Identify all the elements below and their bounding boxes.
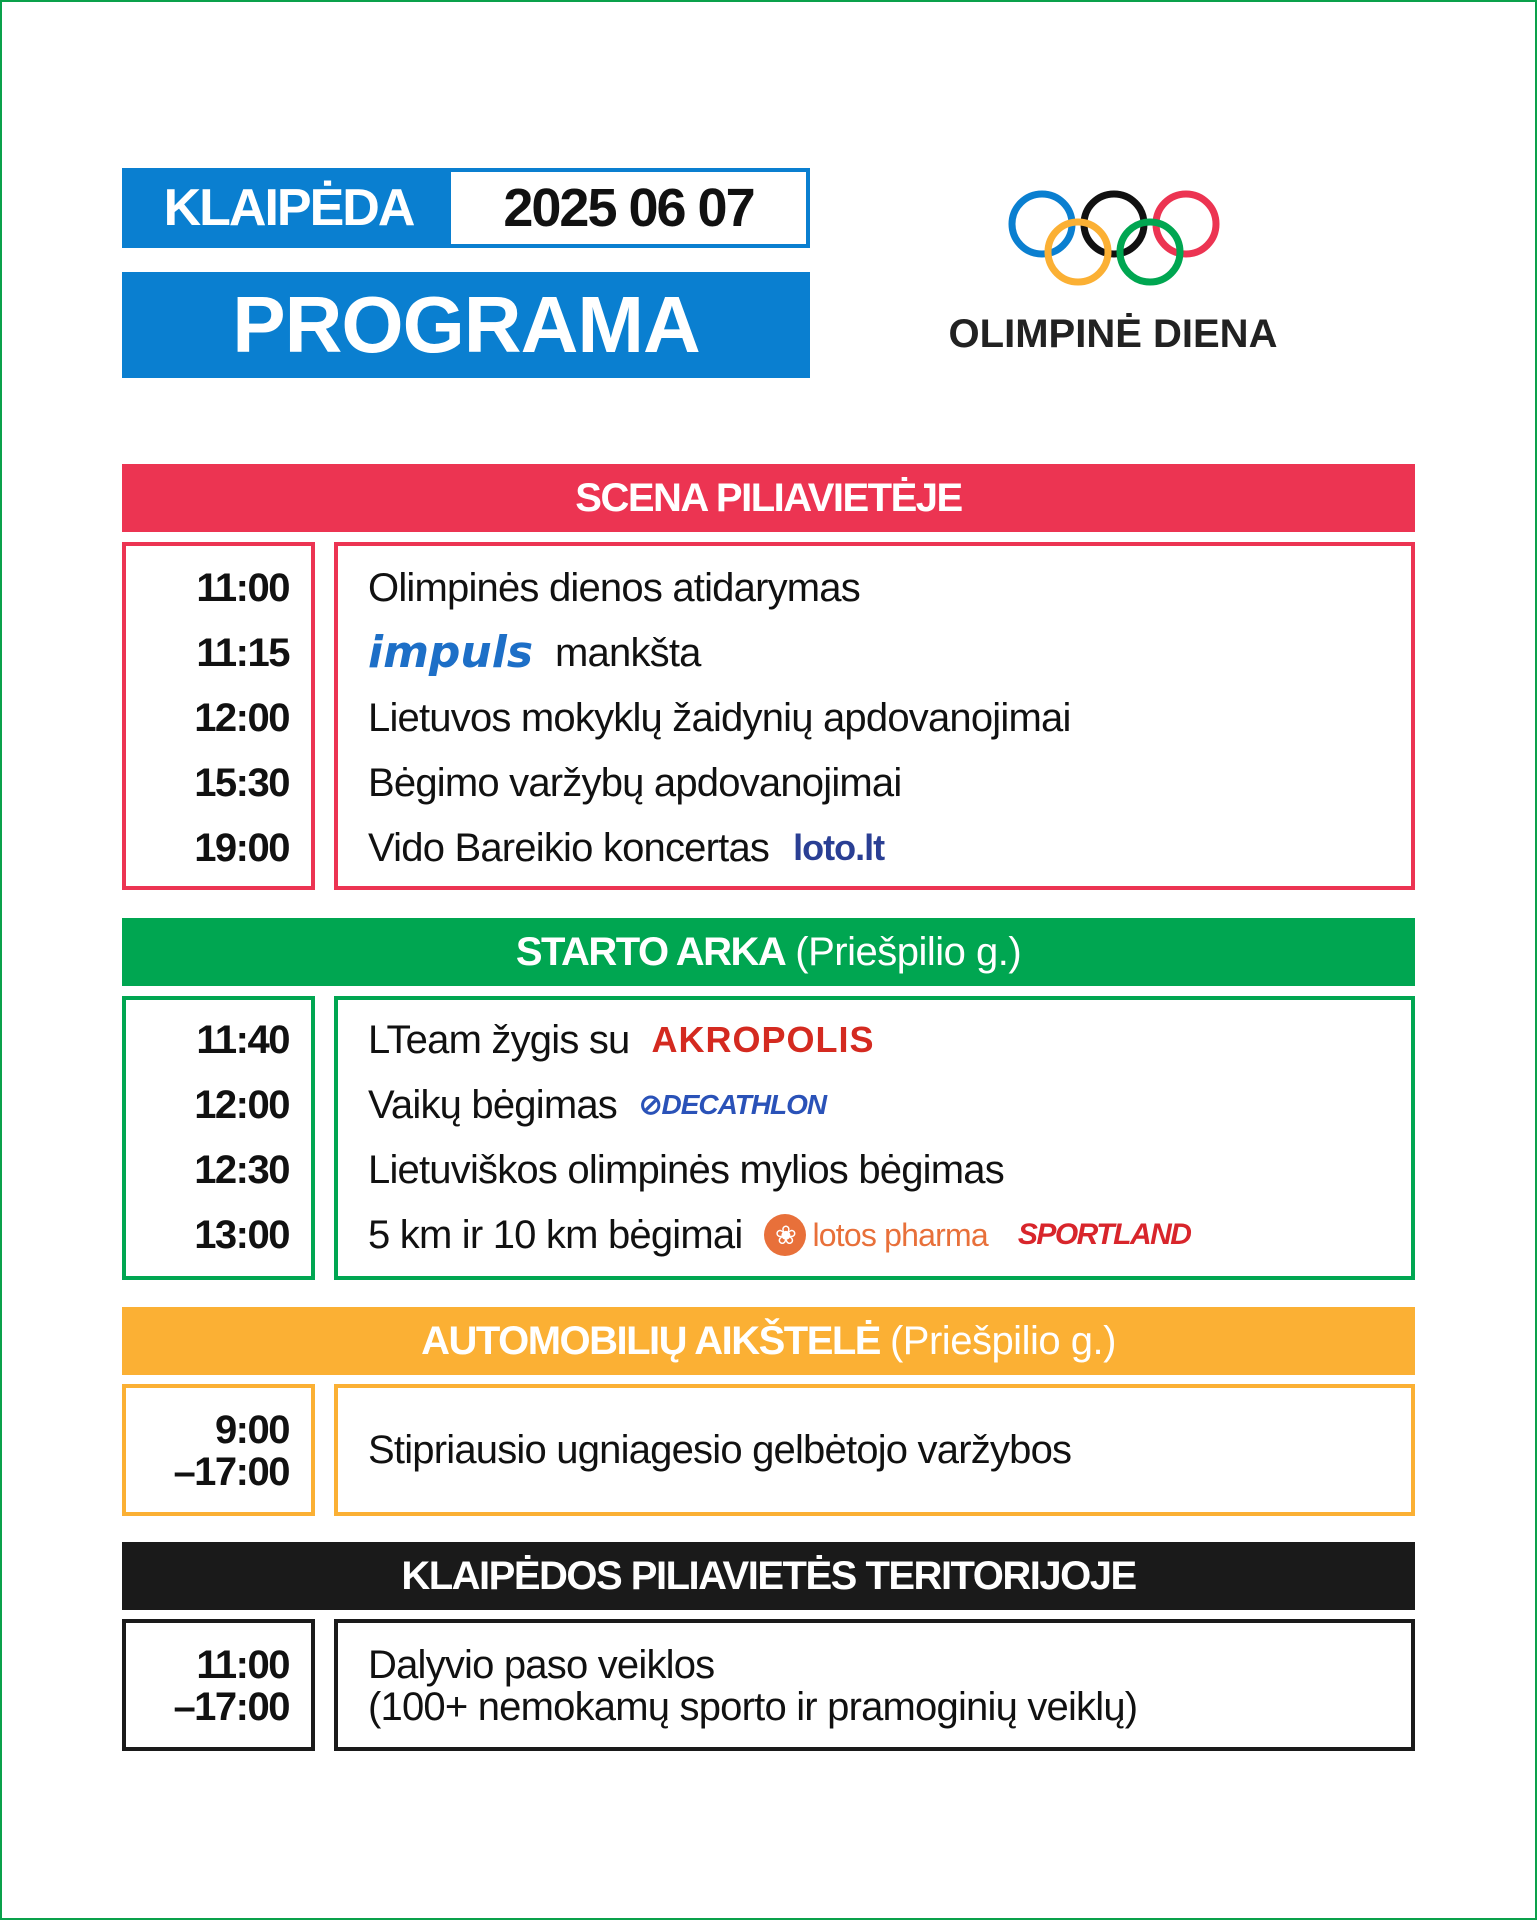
time-slot: 13:00 (194, 1213, 289, 1257)
event-item (368, 826, 884, 870)
event-text: mankšta (555, 631, 701, 675)
event-item (368, 1643, 714, 1687)
section-header-start-arch (122, 918, 1415, 986)
event-text: Stipriausio ugniagesio gelbėtojo varžybos (368, 1428, 1072, 1472)
territory-times-box (122, 1619, 315, 1751)
event-item (368, 761, 901, 805)
time-slot: 12:00 (194, 1083, 289, 1127)
time-slot: 11:40 (196, 1018, 289, 1062)
time-slot: 19:00 (194, 826, 289, 870)
olympic-day-title: OLIMPINĖ DIENA (948, 312, 1278, 356)
city-date-box (122, 168, 810, 248)
olympic-rings-logo (1008, 188, 1220, 288)
stage-times-box (122, 542, 315, 890)
parking-events-box (334, 1384, 1415, 1516)
section-header-parking (122, 1307, 1415, 1375)
time-slot: 11:15 (196, 631, 289, 675)
time-start: 11:00 (196, 1643, 289, 1687)
event-item (368, 1148, 1004, 1192)
decathlon-swoosh-icon: ⊘ (639, 1089, 662, 1120)
section-title: KLAIPĖDOS PILIAVIETĖS TERITORIJOJE (401, 1553, 1136, 1598)
section-title: STARTO ARKA (515, 929, 786, 974)
time-slot: 12:00 (194, 696, 289, 740)
start-events-box (334, 996, 1415, 1280)
time-end: –17:00 (173, 1450, 289, 1494)
event-item (368, 1083, 826, 1127)
event-text: Olimpinės dienos atidarymas (368, 566, 860, 610)
akropolis-logo: AKROPOLIS (651, 1019, 875, 1060)
event-text: Vido Bareikio koncertas (368, 826, 770, 870)
time-slot: 12:30 (194, 1148, 289, 1192)
event-text: Bėgimo varžybų apdovanojimai (368, 761, 902, 805)
section-title: SCENA PILIAVIETĖJE (575, 475, 962, 520)
section-subtitle: (Priešpilio g.) (889, 1318, 1116, 1363)
loto-lt-logo: loto.lt (793, 827, 885, 868)
section-header-stage (122, 464, 1415, 532)
sportland-logo: SPORTLAND (1017, 1218, 1191, 1251)
impuls-logo: impuls (368, 627, 534, 678)
time-start: 9:00 (214, 1408, 289, 1452)
event-item (368, 1213, 1190, 1257)
time-end: –17:00 (173, 1685, 289, 1729)
event-item-detail (368, 1685, 1137, 1729)
event-text: (100+ nemokamų sporto ir pramoginių veiklų) (368, 1685, 1138, 1729)
section-subtitle: (Priešpilio g.) (795, 929, 1022, 974)
start-times-box (122, 996, 315, 1280)
section-header-castle-territory (122, 1542, 1415, 1610)
lotos-flower-icon: ❀ (764, 1214, 806, 1256)
stage-events-box (334, 542, 1415, 890)
event-item (368, 566, 860, 610)
city-label: KLAIPĖDA (126, 172, 451, 244)
event-item (368, 1018, 875, 1062)
decathlon-logo: ⊘DECATHLON (639, 1089, 827, 1120)
event-text: 5 km ir 10 km bėgimai (368, 1213, 743, 1257)
event-item (368, 1428, 1071, 1472)
lotos-pharma-logo: ❀ lotos pharma (764, 1213, 987, 1257)
event-text: Lietuvos mokyklų žaidynių apdovanojimai (368, 696, 1071, 740)
event-text: Vaikų bėgimas (368, 1083, 617, 1127)
time-slot: 15:30 (194, 761, 289, 805)
section-title: AUTOMOBILIŲ AIKŠTELĖ (421, 1318, 880, 1363)
event-text: Lietuviškos olimpinės mylios bėgimas (368, 1148, 1004, 1192)
event-text: LTeam žygis su (368, 1018, 630, 1062)
page-title: PROGRAMA (122, 272, 810, 378)
time-slot: 11:00 (196, 566, 289, 610)
territory-events-box (334, 1619, 1415, 1751)
parking-times-box (122, 1384, 315, 1516)
event-text: Dalyvio paso veiklos (368, 1643, 715, 1687)
event-item (368, 627, 701, 678)
event-item (368, 696, 1071, 740)
event-date: 2025 06 07 (503, 178, 754, 238)
